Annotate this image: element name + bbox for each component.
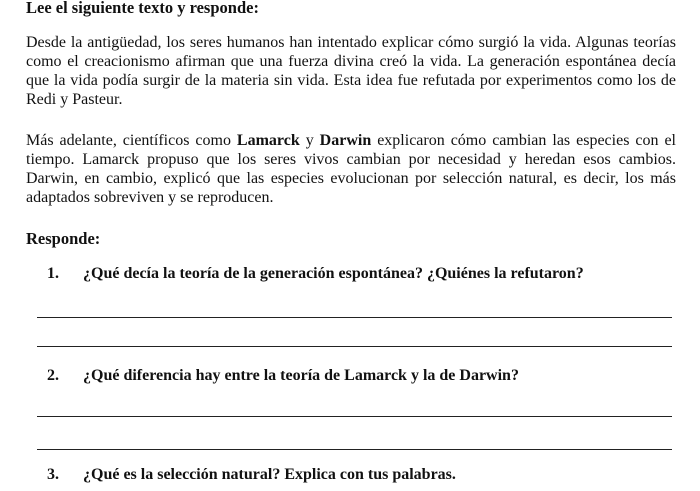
answer-line-2a[interactable] [37, 416, 672, 417]
question-1-number: 1. [47, 265, 59, 282]
paragraph-evolution-text-3: explicaron cómo cambian las especies con el tiempo. Lamarck propuso que los seres vivos cambian por necesidad y heredan esos cambios. Darwin, en cambio, explicó que las especies evolucionan por selección natural, es decir, los más adaptados sobreviven y se reproducen. [26, 132, 676, 206]
keyword-darwin: Darwin [319, 132, 372, 149]
answer-line-2b[interactable] [37, 449, 672, 450]
keyword-lamarck: Lamarck [236, 132, 300, 149]
paragraph-evolution [26, 131, 676, 207]
question-2-text: ¿Qué diferencia hay entre la teoría de Lamarck y la de Darwin? [83, 367, 519, 384]
respond-heading: Responde: [26, 229, 101, 248]
question-1 [47, 264, 584, 284]
question-2-number: 2. [47, 367, 59, 384]
paragraph-evolution-text-2: y [299, 132, 320, 149]
answer-line-1b[interactable] [37, 346, 672, 347]
answer-line-1a[interactable] [37, 317, 672, 318]
question-2 [47, 366, 519, 386]
paragraph-evolution-text-1: Más adelante, científicos como [26, 132, 237, 149]
instructions-heading: Lee el siguiente texto y responde: [26, 0, 259, 17]
question-3-number: 3. [47, 466, 59, 483]
question-3 [47, 465, 456, 485]
question-3-text: ¿Qué es la selección natural? Explica con tus palabras. [83, 466, 456, 483]
paragraph-origin-of-life: Desde la antigüedad, los seres humanos han intentado explicar cómo surgió la vida. Algunas teorías como el creacionismo afirman que una fuerza divina creó la vida. La generación espontánea decía que la vida podía surgir de la materia sin vida. Esta idea fue refutada por experimentos como los de Redi y Pasteur. [26, 34, 676, 108]
question-1-text: ¿Qué decía la teoría de la generación espontánea? ¿Quiénes la refutaron? [83, 265, 584, 282]
